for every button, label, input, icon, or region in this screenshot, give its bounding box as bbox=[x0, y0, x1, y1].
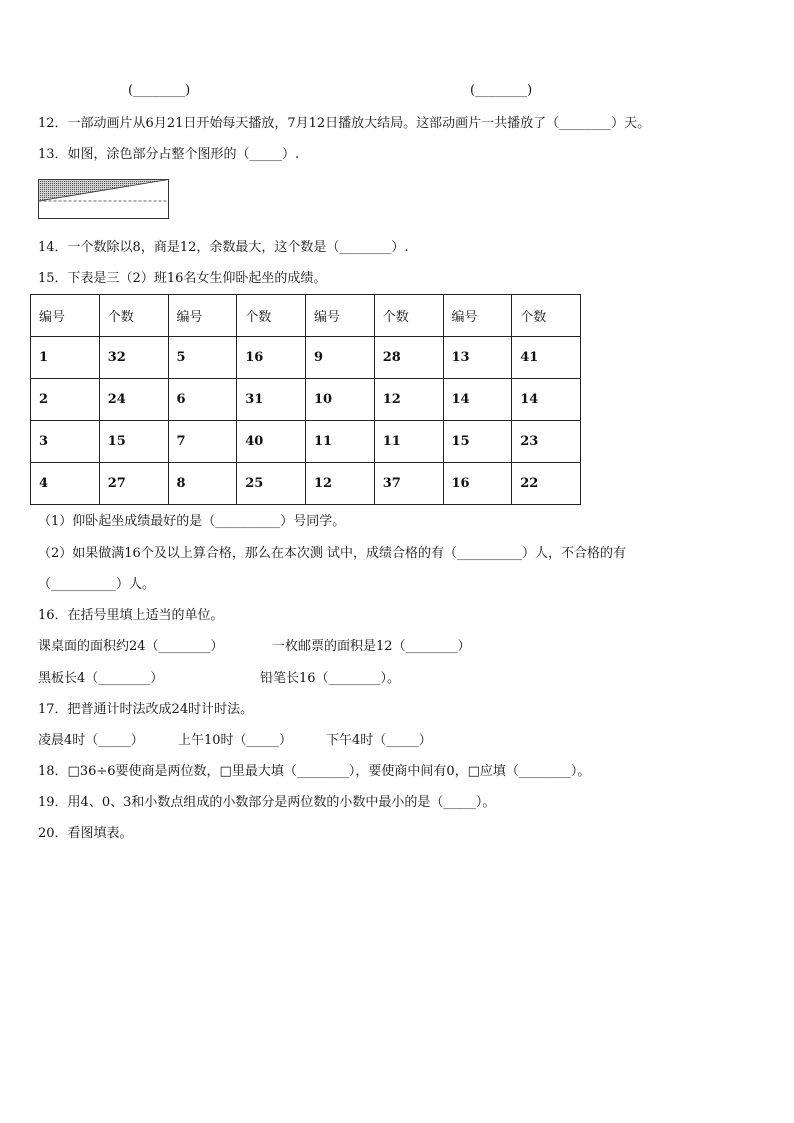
table-cell: 8 bbox=[168, 463, 237, 505]
answer-blank-left[interactable]: (________) bbox=[128, 83, 191, 98]
question-19: 19．用4、0、3和小数点组成的小数部分是两位数的小数中最小的是（_____）。 bbox=[38, 795, 496, 810]
question-15-part-2-continued: （__________）人。 bbox=[38, 577, 156, 592]
table-header-cell: 个数 bbox=[237, 295, 306, 337]
table-cell: 16 bbox=[443, 463, 512, 505]
table-cell: 12 bbox=[374, 379, 443, 421]
table-row bbox=[31, 463, 581, 505]
table-row bbox=[31, 421, 581, 463]
table-header-cell: 个数 bbox=[374, 295, 443, 337]
question-17: 17．把普通计时法改成24时计时法。 bbox=[38, 702, 254, 717]
table-cell: 22 bbox=[512, 463, 581, 505]
table-cell: 28 bbox=[374, 337, 443, 379]
question-16: 16．在括号里填上适当的单位。 bbox=[38, 608, 224, 623]
table-cell: 16 bbox=[237, 337, 306, 379]
table-cell: 11 bbox=[306, 421, 375, 463]
table-cell: 37 bbox=[374, 463, 443, 505]
scores-table bbox=[30, 294, 581, 505]
table-cell: 5 bbox=[168, 337, 237, 379]
table-cell: 15 bbox=[99, 421, 168, 463]
question-15: 15．下表是三（2）班16名女生仰卧起坐的成绩。 bbox=[38, 271, 327, 286]
question-16-item-pencil: 铅笔长16（________）。 bbox=[260, 671, 401, 686]
question-16-item-stamp: 一枚邮票的面积是12（________） bbox=[272, 639, 471, 654]
answer-blank-right[interactable]: (________) bbox=[470, 83, 533, 98]
table-cell: 7 bbox=[168, 421, 237, 463]
question-16-item-blackboard: 黑板长4（________） bbox=[38, 671, 164, 686]
question-17-item-early-morning: 凌晨4时（_____） bbox=[38, 733, 144, 748]
table-cell: 1 bbox=[31, 337, 100, 379]
table-header-cell: 编号 bbox=[31, 295, 100, 337]
shaded-rectangle-figure bbox=[38, 179, 169, 219]
table-header-row bbox=[31, 295, 581, 337]
question-17-item-morning: 上午10时（_____） bbox=[178, 733, 293, 748]
question-15-part-1: （1）仰卧起坐成绩最好的是（__________）号同学。 bbox=[38, 514, 346, 529]
table-cell: 3 bbox=[31, 421, 100, 463]
table-cell: 11 bbox=[374, 421, 443, 463]
table-cell: 14 bbox=[512, 379, 581, 421]
table-row bbox=[31, 337, 581, 379]
table-cell: 10 bbox=[306, 379, 375, 421]
table-cell: 27 bbox=[99, 463, 168, 505]
table-row bbox=[31, 379, 581, 421]
question-14: 14．一个数除以8，商是12，余数最大，这个数是（________）. bbox=[38, 240, 409, 255]
table-cell: 4 bbox=[31, 463, 100, 505]
table-cell: 40 bbox=[237, 421, 306, 463]
question-16-item-desk: 课桌面的面积约24（________） bbox=[38, 639, 224, 654]
question-18: 18．□36÷6要使商是两位数，□里最大填（________），要使商中间有0，□应填（________）。 bbox=[38, 764, 591, 779]
table-cell: 13 bbox=[443, 337, 512, 379]
table-cell: 25 bbox=[237, 463, 306, 505]
table-cell: 31 bbox=[237, 379, 306, 421]
question-17-item-afternoon: 下午4时（_____） bbox=[326, 733, 432, 748]
table-cell: 12 bbox=[306, 463, 375, 505]
table-cell: 23 bbox=[512, 421, 581, 463]
table-header-cell: 个数 bbox=[512, 295, 581, 337]
table-header-cell: 编号 bbox=[168, 295, 237, 337]
table-cell: 9 bbox=[306, 337, 375, 379]
table-cell: 41 bbox=[512, 337, 581, 379]
question-12: 12．一部动画片从6月21日开始每天播放，7月12日播放大结局。这部动画片一共播放了（________）天。 bbox=[38, 116, 651, 131]
table-header-cell: 编号 bbox=[443, 295, 512, 337]
table-cell: 14 bbox=[443, 379, 512, 421]
table-header-cell: 编号 bbox=[306, 295, 375, 337]
question-20: 20．看图填表。 bbox=[38, 826, 133, 841]
table-cell: 2 bbox=[31, 379, 100, 421]
question-15-part-2: （2）如果做满16个及以上算合格，那么在本次测 试中，成绩合格的有（__________）人，不合格的有 bbox=[38, 546, 626, 561]
table-cell: 32 bbox=[99, 337, 168, 379]
table-cell: 24 bbox=[99, 379, 168, 421]
question-13: 13．如图，涂色部分占整个图形的（_____）. bbox=[38, 147, 300, 162]
table-cell: 15 bbox=[443, 421, 512, 463]
table-header-cell: 个数 bbox=[99, 295, 168, 337]
table-cell: 6 bbox=[168, 379, 237, 421]
